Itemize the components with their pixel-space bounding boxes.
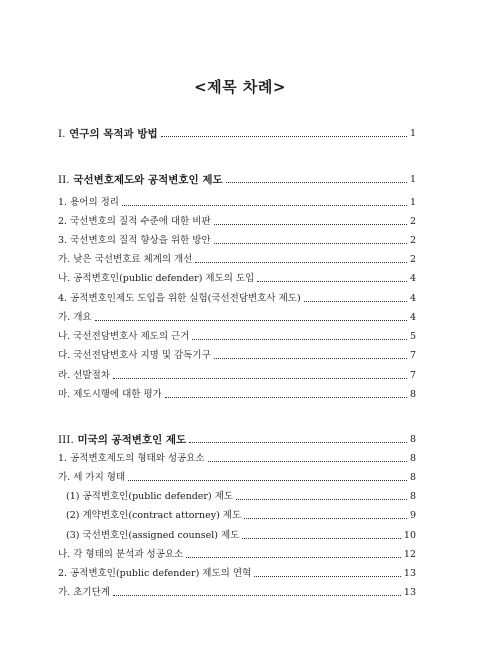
- toc-entry-label: [58, 254, 192, 266]
- toc-chapter-entry[interactable]: [58, 174, 416, 186]
- entry-text: 1. 용어의 정리: [58, 197, 119, 208]
- toc-chapter-entry[interactable]: [58, 128, 416, 140]
- page-number: 4: [409, 293, 416, 304]
- toc-entry[interactable]: [58, 273, 416, 285]
- entry-text: (2) 계약변호인(contract attorney) 제도: [66, 510, 242, 521]
- page-number: 1: [409, 128, 416, 139]
- toc-entry[interactable]: [58, 293, 416, 305]
- toc-entry-label: [58, 293, 301, 305]
- dot-leader: [214, 224, 407, 225]
- chapter-number: I.: [58, 128, 66, 140]
- dot-leader: [189, 442, 407, 443]
- page-number: 10: [403, 530, 416, 541]
- toc-entry-label: [58, 350, 211, 362]
- entry-text: 3. 국선변호의 질적 향상을 위한 방안: [58, 235, 211, 246]
- toc-entry[interactable]: [58, 510, 416, 522]
- toc-title: <제목 차례>: [194, 78, 286, 96]
- toc-entry[interactable]: [58, 587, 416, 599]
- entry-text: 가. 개요: [58, 312, 92, 323]
- toc-entry-label: [66, 510, 241, 522]
- dot-leader: [113, 378, 407, 379]
- dot-leader: [257, 281, 407, 282]
- entry-text: 국선변호제도와 공적변호인 제도: [73, 174, 223, 186]
- page-number: 4: [409, 312, 416, 323]
- dot-leader: [208, 461, 407, 462]
- toc-entry[interactable]: [58, 389, 416, 401]
- chapter-number: II.: [58, 174, 70, 186]
- entry-text: 나. 공적변호인(public defender) 제도의 도입: [58, 273, 255, 284]
- dot-leader: [113, 595, 401, 596]
- page-number: 8: [409, 389, 416, 400]
- dot-leader: [195, 262, 407, 263]
- dot-leader: [242, 538, 401, 539]
- page-number: 8: [409, 472, 416, 483]
- toc-entry[interactable]: [58, 350, 416, 362]
- entry-text: 2. 국선변호의 질적 수준에 대한 비판: [58, 216, 211, 227]
- entry-text: 연구의 목적과 방법: [69, 128, 158, 140]
- dot-leader: [122, 205, 407, 206]
- page-number: 2: [409, 235, 416, 246]
- dot-leader: [128, 480, 407, 481]
- dot-leader: [254, 576, 401, 577]
- toc-entry-label: [58, 128, 158, 140]
- dot-leader: [161, 136, 407, 137]
- toc-entry-label: [58, 197, 119, 209]
- page-number: 13: [403, 568, 416, 579]
- page-number: 13: [403, 587, 416, 598]
- entry-text: 다. 국선전담변호사 지명 및 감독기구: [58, 350, 211, 361]
- chapter-number: III.: [58, 434, 74, 446]
- dot-leader: [186, 557, 401, 558]
- page-number: 7: [409, 370, 416, 381]
- page-number: 8: [409, 491, 416, 502]
- toc-entry[interactable]: [58, 216, 416, 228]
- page-number: 1: [409, 197, 416, 208]
- toc-entry[interactable]: [58, 568, 416, 580]
- toc-entry[interactable]: [58, 491, 416, 503]
- page-number: 1: [409, 174, 416, 185]
- toc-entry-label: [58, 331, 189, 343]
- dot-leader: [304, 301, 407, 302]
- toc-entry-label: [58, 174, 223, 186]
- entry-text: 2. 공적변호인(public defender) 제도의 연혁: [58, 568, 252, 579]
- toc-entry-label: [58, 312, 92, 324]
- toc-entry-label: [58, 549, 183, 561]
- entry-text: 1. 공적변호제도의 형태와 성공요소: [58, 453, 205, 464]
- page-number: 4: [409, 273, 416, 284]
- entry-text: 가. 초기단계: [58, 587, 110, 598]
- toc-entry-label: [58, 587, 110, 599]
- toc-entry-label: [58, 453, 205, 465]
- dot-leader: [192, 339, 407, 340]
- page-number: 9: [409, 510, 416, 521]
- entry-text: 라. 선발절차: [58, 370, 110, 381]
- toc-entry-label: [58, 389, 162, 401]
- entry-text: 가. 세 가지 형태: [58, 472, 126, 483]
- toc-entry[interactable]: [58, 312, 416, 324]
- entry-text: 나. 각 형태의 분석과 성공요소: [58, 549, 184, 560]
- toc-entry[interactable]: [58, 549, 416, 561]
- toc-entry[interactable]: [58, 472, 416, 484]
- page-number: 5: [409, 331, 416, 342]
- toc-entry-label: [58, 568, 251, 580]
- page-number: 2: [409, 254, 416, 265]
- entry-text: 가. 낮은 국선변호료 체계의 개선: [58, 254, 193, 265]
- toc-entry-label: [58, 370, 110, 382]
- toc-entry-label: [58, 235, 211, 247]
- dot-leader: [214, 243, 407, 244]
- page-number: 7: [409, 350, 416, 361]
- dot-leader: [214, 358, 407, 359]
- toc-entry[interactable]: [58, 370, 416, 382]
- toc-entry[interactable]: [58, 254, 416, 266]
- toc-entry[interactable]: [58, 331, 416, 343]
- entry-text: 4. 공적변호인제도 도입을 위한 실험(국선전담변호사 제도): [58, 293, 301, 304]
- page-number: 12: [403, 549, 416, 560]
- dot-leader: [165, 397, 407, 398]
- entry-text: (3) 국선변호인(assigned counsel) 제도: [66, 530, 240, 541]
- entry-text: 나. 국선전담변호사 제도의 근거: [58, 331, 190, 342]
- toc-entry-label: [66, 530, 239, 542]
- entry-text: 마. 제도시행에 대한 평가: [58, 389, 162, 400]
- toc-entry[interactable]: [58, 530, 416, 542]
- toc-entry-label: [58, 273, 254, 285]
- dot-leader: [226, 182, 407, 183]
- dot-leader: [236, 499, 407, 500]
- toc-entry[interactable]: [58, 197, 416, 209]
- page-number: 8: [409, 434, 416, 445]
- toc-entry-label: [58, 472, 125, 484]
- toc-chapter-entry[interactable]: [58, 434, 416, 446]
- toc-entry-label: [66, 491, 233, 503]
- toc-entry-label: [58, 434, 186, 446]
- page-number: 8: [409, 453, 416, 464]
- dot-leader: [244, 518, 407, 519]
- entry-text: 미국의 공적변호인 제도: [77, 434, 187, 446]
- toc-entry[interactable]: [58, 235, 416, 247]
- toc-entry-label: [58, 216, 211, 228]
- page-number: 2: [409, 216, 416, 227]
- toc-entry[interactable]: [58, 453, 416, 465]
- entry-text: (1) 공적변호인(public defender) 제도: [66, 491, 234, 502]
- dot-leader: [95, 320, 407, 321]
